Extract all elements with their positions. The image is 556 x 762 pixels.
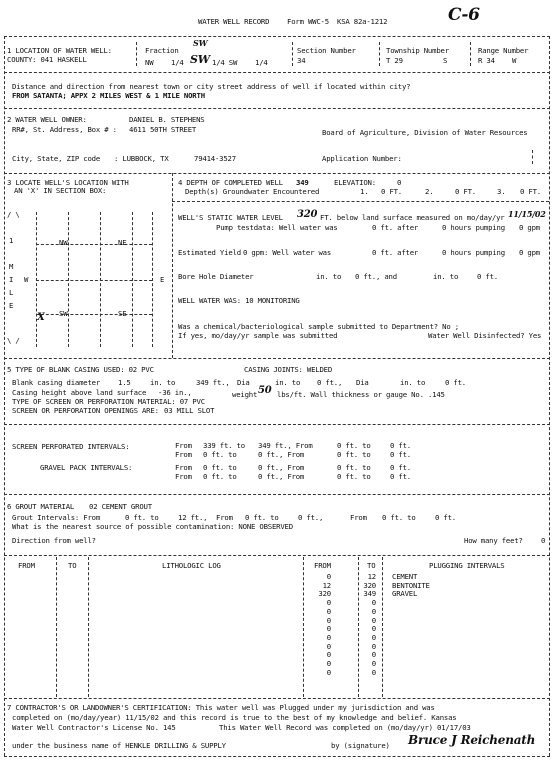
fraction-label: Fraction <box>145 46 179 55</box>
plug-row-from: 0 <box>326 598 331 608</box>
s3-label-b: AN 'X' IN SECTION BOX: <box>14 186 107 195</box>
dia-1-in: in. to <box>275 378 301 387</box>
perf-r2-b: 0 ft., From <box>258 450 305 459</box>
township-s: S <box>443 56 448 65</box>
divider <box>172 201 549 202</box>
plug-from-header: FROM <box>314 561 331 570</box>
plug-row-from: 0 <box>326 606 331 616</box>
divider <box>4 698 550 699</box>
section-grid-line <box>36 280 152 281</box>
divider <box>4 424 550 425</box>
divider <box>379 42 380 66</box>
gravel-r2-c: 0 ft. to <box>337 472 371 481</box>
grout-intervals: Grout Intervals: From <box>12 513 101 522</box>
cert-line-1: 7 CONTRACTOR'S OR LANDOWNER'S CERTIFICATION: This water well was Plugged under my jurisdiction and was <box>7 703 435 712</box>
pump-hours: 0 hours pumping <box>442 223 505 232</box>
gw-1-value: 0 FT. <box>381 187 402 196</box>
weight-label: weight <box>232 390 258 399</box>
plug-row-to: 0 <box>371 615 376 625</box>
form-title: WATER WELL RECORD <box>198 17 270 26</box>
form-number: Form WWC-5 <box>287 17 329 26</box>
plug-row-material: GRAVEL <box>392 589 418 599</box>
divider <box>88 557 89 697</box>
gw-2: 2. <box>425 187 434 196</box>
plug-row-from: 0 <box>326 572 331 581</box>
grout-to-1: 12 ft., <box>178 513 208 522</box>
dia-2-in: in. to <box>400 378 426 387</box>
grout-from-1: 0 ft. to <box>125 513 159 522</box>
plug-row-from: 0 <box>326 650 331 660</box>
height-value: -36 in., <box>158 388 192 397</box>
divider <box>4 555 550 556</box>
cert-line-2: completed on (mo/day/year) 11/15/02 and this record is true to the best of my knowledge and belief. Kansas <box>12 713 457 722</box>
plug-row-from: 12 <box>322 580 331 590</box>
depth-label: 4 DEPTH OF COMPLETED WELL <box>178 178 283 187</box>
gw-label: Depth(s) Groundwater Encountered <box>185 187 320 196</box>
how-many-feet: How many feet? <box>464 536 523 545</box>
grout-label: 6 GROUT MATERIAL <box>7 502 75 511</box>
grout-to-3: 0 ft. <box>435 513 456 522</box>
quadrant-ne: NE <box>118 238 127 247</box>
map-n: 1 <box>9 236 14 245</box>
city-label: City, State, ZIP code <box>12 154 101 163</box>
blank-label: Blank casing diameter <box>12 378 101 387</box>
elevation-label: ELEVATION: <box>334 178 376 187</box>
cert-line-3: Water Well Contractor's License No. 145 <box>12 723 176 732</box>
gw-3-value: 0 FT. <box>520 187 541 196</box>
bore-in: in. to <box>316 272 342 281</box>
gw-2-value: 0 FT. <box>455 187 476 196</box>
map-mile-l: L <box>9 288 14 297</box>
divider <box>4 72 550 73</box>
map-corner-nw: / \ <box>7 210 20 219</box>
gravel-r2-a: 0 ft. to <box>203 472 237 481</box>
divider <box>292 42 293 66</box>
plug-row-material: BENTONITE <box>392 580 430 590</box>
perforated-label: SCREEN PERFORATED INTERVALS: <box>12 442 130 451</box>
yield-gpm: 0 gpm <box>519 248 540 257</box>
casing-joints: CASING JOINTS: WELDED <box>244 365 333 374</box>
board-text: Board of Agriculture, Division of Water Resources <box>322 128 528 137</box>
screen-type: TYPE OF SCREEN OR PERFORATION MATERIAL: 07 PVC <box>12 397 205 406</box>
casing-type: 5 TYPE OF BLANK CASING USED: 02 PVC <box>7 365 154 374</box>
depth-value: 349 <box>296 178 309 187</box>
screen-openings: SCREEN OR PERFORATION OPENINGS ARE: <box>12 406 159 415</box>
perf-r2-a: 0 ft. to <box>203 450 237 459</box>
direction: Direction from well? <box>12 536 96 545</box>
map-mile-i: I <box>9 275 14 284</box>
distance-label: Distance and direction from nearest town or city street address of well if located within city? <box>12 82 411 91</box>
plug-row-from: 0 <box>326 632 331 642</box>
fraction-q1: 1/4 <box>171 58 184 67</box>
gw-1: 1. <box>360 187 369 196</box>
dia-2-ft: 0 ft. <box>445 378 466 387</box>
dia-1-ft: 0 ft., <box>317 378 343 387</box>
gravel-r1-from: From <box>175 463 192 472</box>
perf-r2-c: 0 ft. to <box>337 450 371 459</box>
gravel-r2-from: From <box>175 472 192 481</box>
map-mile-m: M <box>9 262 14 271</box>
divider <box>4 36 550 37</box>
application-label: Application Number: <box>322 154 402 163</box>
divider <box>4 173 550 174</box>
yield-ft: 0 ft. after <box>372 248 419 257</box>
well-use: WELL WATER WAS: 10 MONITORING <box>178 296 300 305</box>
grout-from-3-label: From <box>350 513 367 522</box>
address-label: RR#, St. Address, Box # : <box>12 125 117 134</box>
gravel-r1-a: 0 ft. to <box>203 463 237 472</box>
grout-from-2: 0 ft. to <box>245 513 279 522</box>
address-value: 4611 50TH STREET <box>129 125 197 134</box>
bore-ft-2: 0 ft. <box>477 272 498 281</box>
plug-row-from: 0 <box>326 624 331 634</box>
plug-row-to: 0 <box>371 641 376 651</box>
gravel-r2-b: 0 ft., From <box>258 472 305 481</box>
how-many-feet-value: 0 <box>541 536 546 545</box>
quadrant-nw: NW <box>59 238 68 247</box>
cert-business: under the business name of HENKLE DRILLING & SUPPLY <box>12 741 226 750</box>
grout-from-3: 0 ft. to <box>382 513 416 522</box>
plug-row-from: 0 <box>326 615 331 625</box>
section-value: 34 <box>297 56 306 65</box>
corner-mark: C-6 <box>448 5 480 25</box>
range-label: Range Number <box>478 46 529 55</box>
plug-row-from: 0 <box>326 667 331 677</box>
township-label: Township Number <box>386 46 449 55</box>
bore-in-2: in. to <box>433 272 459 281</box>
pump-line: Pump testdata: Well water was <box>216 223 338 232</box>
bore-label: Bore Hole Diameter <box>178 272 254 281</box>
plug-row-to: 0 <box>371 624 376 634</box>
signature-label: by (signature) <box>331 741 390 750</box>
fraction-handwritten-top: SW <box>193 38 208 48</box>
well-location-x: X <box>37 312 45 323</box>
log-to-header: TO <box>68 561 77 570</box>
city-value: : LUBBOCK, TX <box>114 154 169 163</box>
pump-gpm: 0 gpm <box>519 223 540 232</box>
divider <box>4 358 550 359</box>
s3-label-a: 3 LOCATE WELL'S LOCATION WITH <box>7 178 129 187</box>
fraction-q3: 1/4 <box>255 58 268 67</box>
elevation-value: 0 <box>397 178 402 187</box>
grout-from-2-label: From <box>216 513 233 522</box>
divider <box>382 557 383 697</box>
township-t: T 29 <box>386 56 403 65</box>
map-e: E <box>160 275 165 284</box>
yield-line: 0 gpm: Well water was <box>243 248 332 257</box>
perf-r1-d: 0 ft. <box>390 441 411 450</box>
weight-handwritten: 50 <box>258 385 272 396</box>
contractor-signature: Bruce J Reichenath <box>408 733 536 747</box>
blank-in-to: in. to <box>150 378 176 387</box>
frame-right <box>549 36 550 756</box>
plug-row-to: 0 <box>371 606 376 616</box>
range-value: R 34 <box>478 56 495 65</box>
s1-label: 1 LOCATION OF WATER WELL: <box>7 46 112 55</box>
divider <box>136 42 137 66</box>
log-from-header: FROM <box>18 561 35 570</box>
section-grid-line <box>36 244 152 245</box>
pump-ft: 0 ft. after <box>372 223 419 232</box>
plug-row-from: 320 <box>318 589 331 599</box>
perf-r2-from: From <box>175 450 192 459</box>
yield-label: Estimated Yield <box>178 248 241 257</box>
perf-r1-from: From <box>175 441 192 450</box>
range-w: W <box>512 56 517 65</box>
fraction-q2: 1/4 SW <box>212 58 238 67</box>
plug-row-to: 0 <box>371 598 376 608</box>
perf-r1-c: 0 ft. to <box>337 441 371 450</box>
divider <box>470 42 471 66</box>
contamination: What is the nearest source of possible contamination: NONE OBSERVED <box>12 522 293 531</box>
gw-3: 3. <box>497 187 506 196</box>
plug-row-from: 0 <box>326 659 331 668</box>
divider <box>4 756 550 757</box>
distance-value: FROM SATANTA; APPX 2 MILES WEST & 1 MILE NORTH <box>12 91 205 100</box>
section-label: Section Number <box>297 46 356 55</box>
cert-line-3b: This Water Well Record was completed on (mo/day/yr) 01/17/03 <box>219 723 471 732</box>
gravel-r1-c: 0 ft. to <box>337 463 371 472</box>
blank-value: 1.5 <box>118 378 131 387</box>
plug-row-to: 12 <box>367 572 376 581</box>
s2-label: 2 WATER WELL OWNER: <box>7 115 87 124</box>
plug-row-material: CEMENT <box>392 572 418 581</box>
fraction-handwritten: SW <box>190 53 210 66</box>
map-w: W <box>24 275 29 284</box>
divider <box>4 108 550 109</box>
perf-r1-b: 349 ft., From <box>258 441 313 450</box>
plug-row-to: 0 <box>371 632 376 642</box>
yield-hours: 0 hours pumping <box>442 248 505 257</box>
section-grid-line <box>36 314 152 315</box>
static-value-handwritten: 320 <box>297 209 318 220</box>
plug-row-to: 0 <box>371 667 376 677</box>
fraction-nw: NW <box>145 58 154 67</box>
perf-r1-a: 339 ft. to <box>203 441 245 450</box>
form-ksa: KSA 82a-1212 <box>337 17 388 26</box>
grout-to-2: 0 ft., <box>298 513 324 522</box>
blank-ft: 349 ft., <box>196 378 230 387</box>
plug-row-to: 349 <box>363 589 376 599</box>
plug-to-header: TO <box>367 561 376 570</box>
plug-row-to: 320 <box>363 580 376 590</box>
bore-ft: 0 ft., and <box>355 272 397 281</box>
gravel-r2-d: 0 ft. <box>390 472 411 481</box>
perf-r2-d: 0 ft. <box>390 450 411 459</box>
divider <box>4 494 550 495</box>
plug-row-to: 0 <box>371 659 376 668</box>
zip-value: 79414-3527 <box>194 154 236 163</box>
grout-value: 02 CEMENT GROUT <box>89 502 152 511</box>
dia-2: Dia <box>356 378 369 387</box>
screen-openings-value: 03 MILL SLOT <box>164 406 215 415</box>
static-rest: FT. below land surface measured on mo/day/yr <box>320 213 505 222</box>
height-label: Casing height above land surface <box>12 388 147 397</box>
county: COUNTY: 041 HASKELL <box>7 55 87 64</box>
static-label: WELL'S STATIC WATER LEVEL <box>178 213 283 222</box>
weight-rest: lbs/ft. Wall thickness or gauge No. .145 <box>277 390 445 399</box>
plug-row-to: 0 <box>371 650 376 660</box>
dia-1: Dia <box>237 378 250 387</box>
static-date: 11/15/02 <box>508 209 546 219</box>
map-mile-e: E <box>9 301 14 310</box>
sample-question: Was a chemical/bacteriological sample submitted to Department? No ; <box>178 322 459 331</box>
gravel-label: GRAVEL PACK INTERVALS: <box>40 463 133 472</box>
section-grid-line <box>152 212 153 347</box>
disinfected: Water Well Disinfected? Yes <box>428 331 542 340</box>
divider <box>56 557 57 697</box>
plugging-header: PLUGGING INTERVALS <box>429 561 505 570</box>
litho-header: LITHOLOGIC LOG <box>162 561 221 570</box>
sample-yes: If yes, mo/day/yr sample was submitted <box>178 331 338 340</box>
owner-name: DANIEL B. STEPHENS <box>129 115 205 124</box>
quadrant-se: SE <box>118 309 127 318</box>
divider <box>532 150 533 164</box>
quadrant-sw: SW <box>59 309 68 318</box>
map-corner-sw: \ / <box>7 336 20 345</box>
gravel-r1-d: 0 ft. <box>390 463 411 472</box>
plug-row-from: 0 <box>326 641 331 651</box>
frame-left <box>4 36 5 756</box>
gravel-r1-b: 0 ft., From <box>258 463 305 472</box>
